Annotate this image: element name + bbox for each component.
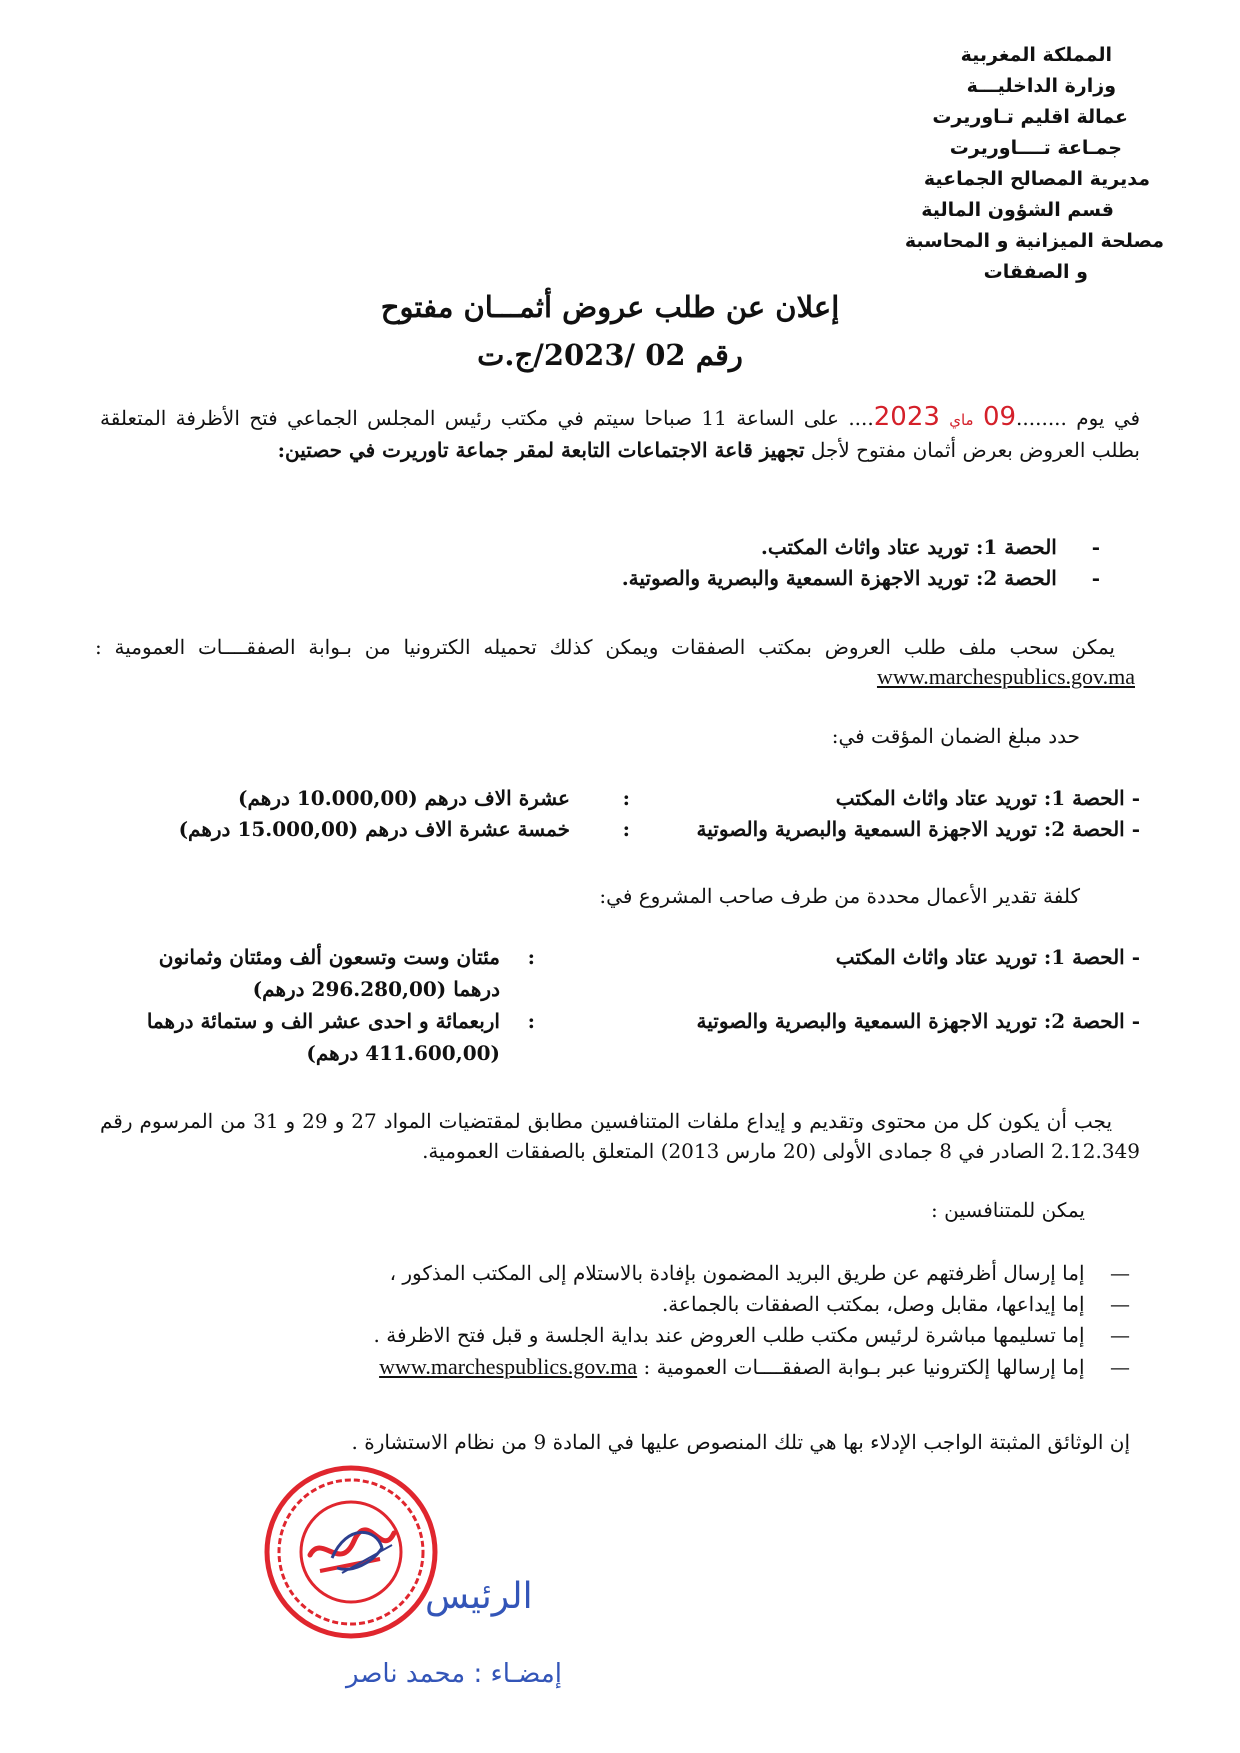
intro-dots: .... <box>848 406 874 430</box>
estimate-row-sep: : <box>527 1009 535 1033</box>
competitors-intro: يمكن للمتنافسين : <box>931 1198 1085 1222</box>
letterhead-line: و الصفقات <box>983 261 1088 283</box>
competitor-item <box>374 1320 1130 1351</box>
intro-text: على الساعة 11 صباحا سيتم في مكتب رئيس المجلس الجماعي فتح الأظرفة المتعلقة بطلب العروض بعرض أثمان مفتوح لأجل <box>100 406 1140 462</box>
lot-item <box>622 532 1100 563</box>
letterhead-line: جمـاعة تــــاوريرت <box>949 137 1122 159</box>
lot-label: الحصة 1: <box>975 535 1057 559</box>
letterhead-line: المملكة المغربية <box>960 44 1112 66</box>
stamp-outer-ring <box>267 1468 435 1636</box>
intro-project: تجهيز قاعة الاجتماعات التابعة لمقر جماعة تاوريرت في حصتين: <box>277 438 805 462</box>
letterhead-line: عمالة اقليم تـاوريرت <box>932 106 1128 128</box>
handwritten-year: 2023 <box>873 402 940 432</box>
item-dash: — <box>1110 1355 1130 1379</box>
portal-link[interactable]: www.marchespublics.gov.ma <box>876 664 1135 689</box>
lot-bullet: - <box>1091 566 1100 590</box>
documents-paragraph: إن الوثائق المثبتة الواجب الإدلاء بها هي تلك المنصوص عليها في المادة 9 من نظام الاستشارة . <box>351 1430 1130 1454</box>
letterhead-line: مديرية المصالح الجماعية <box>923 168 1150 190</box>
estimate-row-label: - الحصة 2: توريد الاجهزة السمعية والبصرية والصوتية <box>696 1009 1140 1033</box>
guarantee-row-value: عشرة الاف درهم (10.000,00 درهم) <box>238 786 570 810</box>
guarantee-row-sep: : <box>622 817 630 841</box>
estimate-row-value: درهما (296.280,00 درهم) <box>252 977 500 1001</box>
stamp-inner-ring <box>301 1502 401 1602</box>
competitor-item <box>374 1289 1130 1320</box>
intro-text: في يوم <box>1076 406 1141 430</box>
lot-item <box>622 563 1100 594</box>
download-paragraph <box>95 632 1135 692</box>
guarantee-intro: حدد مبلغ الضمان المؤقت في: <box>831 724 1080 748</box>
guarantee-row-label: - الحصة 1: توريد عتاد واثاث المكتب <box>835 786 1140 810</box>
handwritten-day: 09 <box>982 402 1017 432</box>
lot-desc: توريد الاجهزة السمعية والبصرية والصوتية. <box>621 566 969 590</box>
official-stamp <box>262 1463 440 1641</box>
legal-paragraph: يجب أن يكون كل من محتوى وتقديم و إيداع ملفات المتنافسين مطابق لمقتضيات المواد 27 و 29 و 31 من المرسوم رقم 2.12.349 الصادر في 8 جمادى الأولى (20 مارس 2013) المتعلق بالصفقات العمومية. <box>100 1109 1140 1163</box>
letterhead-line: قسم الشؤون المالية <box>921 199 1114 221</box>
guarantee-row-label: - الحصة 2: توريد الاجهزة السمعية والبصرية والصوتية <box>696 817 1140 841</box>
item-text: إما تسليمها مباشرة لرئيس مكتب طلب العروض عند بداية الجلسة و قبل فتح الاظرفة . <box>373 1323 1085 1347</box>
letterhead <box>844 40 1164 288</box>
estimate-row-sep: : <box>527 945 535 969</box>
competitor-item <box>374 1258 1130 1289</box>
item-text: إما إرسال أظرفتهم عن طريق البريد المضمون بإفادة بالاستلام إلى المكتب المذكور ، <box>389 1261 1085 1285</box>
announcement-title <box>330 283 890 379</box>
president-title: الرئيس <box>425 1576 533 1617</box>
competitor-item <box>374 1351 1130 1383</box>
guarantee-row-value: خمسة عشرة الاف درهم (15.000,00 درهم) <box>178 817 570 841</box>
download-text: يمكن سحب ملف طلب العروض بمكتب الصفقات ويمكن كذلك تحميله الكترونيا من بـوابة الصفقــــات العمومية : <box>95 635 1115 659</box>
item-text: إما إيداعها، مقابل وصل، بمكتب الصفقات بالجماعة. <box>661 1292 1085 1316</box>
signed-by: إمضـاء : محمد ناصر <box>346 1659 562 1689</box>
item-dash: — <box>1110 1292 1130 1316</box>
lot-label: الحصة 2: <box>975 566 1057 590</box>
title-line: إعلان عن طلب عروض أثمـــان مفتوح <box>380 290 840 324</box>
lot-desc: توريد عتاد واثاث المكتب. <box>760 535 969 559</box>
estimate-row-value: (411.600,00 درهم) <box>306 1041 500 1065</box>
item-text: إما إرسالها إلكترونيا عبر بـوابة الصفقــــات العمومية : <box>643 1355 1085 1379</box>
title-number: رقم 02 /2023/ج.ت <box>477 338 743 372</box>
intro-paragraph <box>100 402 1140 465</box>
letterhead-line: مصلحة الميزانية و المحاسبة <box>904 230 1164 252</box>
guarantee-row-sep: : <box>622 786 630 810</box>
item-dash: — <box>1110 1323 1130 1347</box>
intro-dots: ........ <box>1016 406 1067 430</box>
portal-link[interactable]: www.marchespublics.gov.ma <box>379 1354 638 1379</box>
estimate-intro: كلفة تقدير الأعمال محددة من طرف صاحب المشروع في: <box>599 884 1080 908</box>
estimate-row-value: مئتان وست وتسعون ألف ومئتان وثمانون <box>158 945 500 969</box>
item-dash: — <box>1110 1261 1130 1285</box>
estimate-row-label: - الحصة 1: توريد عتاد واثاث المكتب <box>835 945 1140 969</box>
lot-bullet: - <box>1091 535 1100 559</box>
competitors-list <box>374 1258 1130 1383</box>
letterhead-line: وزارة الداخليـــة <box>966 75 1116 97</box>
handwritten-month: ماي <box>949 411 974 429</box>
lots-list <box>622 532 1100 594</box>
estimate-row-value: اربعمائة و احدى عشر الف و ستمائة درهما <box>146 1009 500 1033</box>
